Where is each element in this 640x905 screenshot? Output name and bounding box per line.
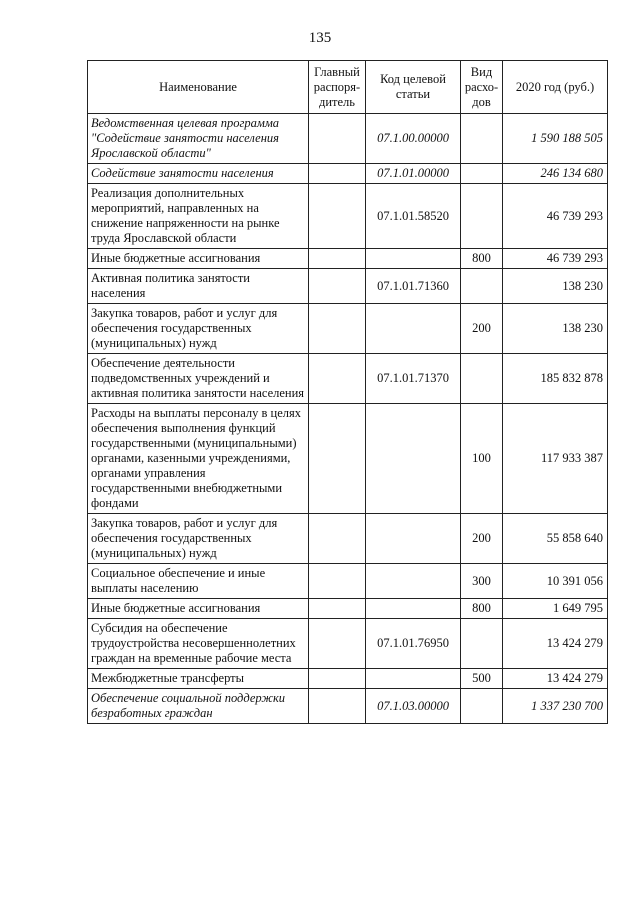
- cell-manager: [309, 669, 366, 689]
- cell-manager: [309, 689, 366, 724]
- cell-code: [366, 304, 461, 354]
- header-code: Код целевой статьи: [366, 61, 461, 114]
- cell-kind: [461, 689, 503, 724]
- cell-kind: [461, 164, 503, 184]
- cell-name: Активная политика занятости населения: [88, 269, 309, 304]
- cell-code: 07.1.01.58520: [366, 184, 461, 249]
- table-row: [88, 249, 608, 269]
- cell-name: Ведомственная целевая программа "Содействие занятости населения Ярославской области": [88, 114, 309, 164]
- cell-kind: 200: [461, 514, 503, 564]
- header-manager: Главный распоря-дитель: [309, 61, 366, 114]
- cell-kind: [461, 619, 503, 669]
- cell-manager: [309, 269, 366, 304]
- cell-kind: 100: [461, 404, 503, 514]
- table-row: [88, 404, 608, 514]
- cell-kind: 500: [461, 669, 503, 689]
- table-row: [88, 354, 608, 404]
- cell-manager: [309, 184, 366, 249]
- cell-manager: [309, 114, 366, 164]
- table-row: [88, 514, 608, 564]
- header-name: Наименование: [88, 61, 309, 114]
- cell-amount: 46 739 293: [503, 249, 608, 269]
- budget-table: [87, 60, 608, 724]
- cell-code: [366, 599, 461, 619]
- table-row: [88, 669, 608, 689]
- cell-code: [366, 404, 461, 514]
- cell-manager: [309, 249, 366, 269]
- cell-name: Расходы на выплаты персоналу в целях обеспечения выполнения функций государственными (муниципальными) органами, казенными учреждениями, органами управления государственными внебюджетными фондами: [88, 404, 309, 514]
- cell-manager: [309, 164, 366, 184]
- cell-amount: 46 739 293: [503, 184, 608, 249]
- cell-kind: [461, 184, 503, 249]
- cell-code: [366, 514, 461, 564]
- cell-kind: 800: [461, 599, 503, 619]
- page-number: 135: [308, 30, 332, 46]
- table-header-row: [88, 61, 608, 114]
- cell-kind: 800: [461, 249, 503, 269]
- cell-manager: [309, 619, 366, 669]
- table-row: [88, 689, 608, 724]
- header-amount: 2020 год (руб.): [503, 61, 608, 114]
- table-row: [88, 564, 608, 599]
- cell-manager: [309, 564, 366, 599]
- cell-name: Субсидия на обеспечение трудоустройства несовершеннолетних граждан на временные рабочие места: [88, 619, 309, 669]
- cell-name: Иные бюджетные ассигнования: [88, 599, 309, 619]
- cell-name: Закупка товаров, работ и услуг для обеспечения государственных (муниципальных) нужд: [88, 304, 309, 354]
- table-row: [88, 269, 608, 304]
- cell-code: [366, 669, 461, 689]
- cell-code: 07.1.03.00000: [366, 689, 461, 724]
- table-row: [88, 164, 608, 184]
- cell-kind: 300: [461, 564, 503, 599]
- cell-name: Содействие занятости населения: [88, 164, 309, 184]
- header-kind: Вид расхо-дов: [461, 61, 503, 114]
- cell-amount: 1 649 795: [503, 599, 608, 619]
- cell-name: Обеспечение социальной поддержки безработных граждан: [88, 689, 309, 724]
- cell-amount: 246 134 680: [503, 164, 608, 184]
- cell-name: Иные бюджетные ассигнования: [88, 249, 309, 269]
- cell-kind: [461, 354, 503, 404]
- cell-amount: 185 832 878: [503, 354, 608, 404]
- table-row: [88, 114, 608, 164]
- cell-amount: 1 337 230 700: [503, 689, 608, 724]
- cell-code: 07.1.01.71370: [366, 354, 461, 404]
- cell-amount: 13 424 279: [503, 619, 608, 669]
- cell-kind: [461, 269, 503, 304]
- cell-amount: 117 933 387: [503, 404, 608, 514]
- table-row: [88, 184, 608, 249]
- cell-amount: 13 424 279: [503, 669, 608, 689]
- cell-amount: 10 391 056: [503, 564, 608, 599]
- cell-manager: [309, 514, 366, 564]
- table-row: [88, 619, 608, 669]
- cell-name: Обеспечение деятельности подведомственных учреждений и активная политика занятости населения: [88, 354, 309, 404]
- table-body: [88, 114, 608, 724]
- cell-name: Закупка товаров, работ и услуг для обеспечения государственных (муниципальных) нужд: [88, 514, 309, 564]
- cell-kind: 200: [461, 304, 503, 354]
- cell-kind: [461, 114, 503, 164]
- cell-amount: 55 858 640: [503, 514, 608, 564]
- cell-code: [366, 249, 461, 269]
- cell-code: [366, 564, 461, 599]
- cell-amount: 1 590 188 505: [503, 114, 608, 164]
- cell-manager: [309, 304, 366, 354]
- cell-manager: [309, 599, 366, 619]
- cell-code: 07.1.01.76950: [366, 619, 461, 669]
- cell-code: 07.1.01.71360: [366, 269, 461, 304]
- cell-amount: 138 230: [503, 304, 608, 354]
- cell-amount: 138 230: [503, 269, 608, 304]
- cell-name: Реализация дополнительных мероприятий, направленных на снижение напряженности на рынке труда Ярославской области: [88, 184, 309, 249]
- cell-name: Социальное обеспечение и иные выплаты населению: [88, 564, 309, 599]
- cell-name: Межбюджетные трансферты: [88, 669, 309, 689]
- cell-manager: [309, 404, 366, 514]
- table-row: [88, 599, 608, 619]
- cell-manager: [309, 354, 366, 404]
- table-row: [88, 304, 608, 354]
- cell-code: 07.1.00.00000: [366, 114, 461, 164]
- cell-code: 07.1.01.00000: [366, 164, 461, 184]
